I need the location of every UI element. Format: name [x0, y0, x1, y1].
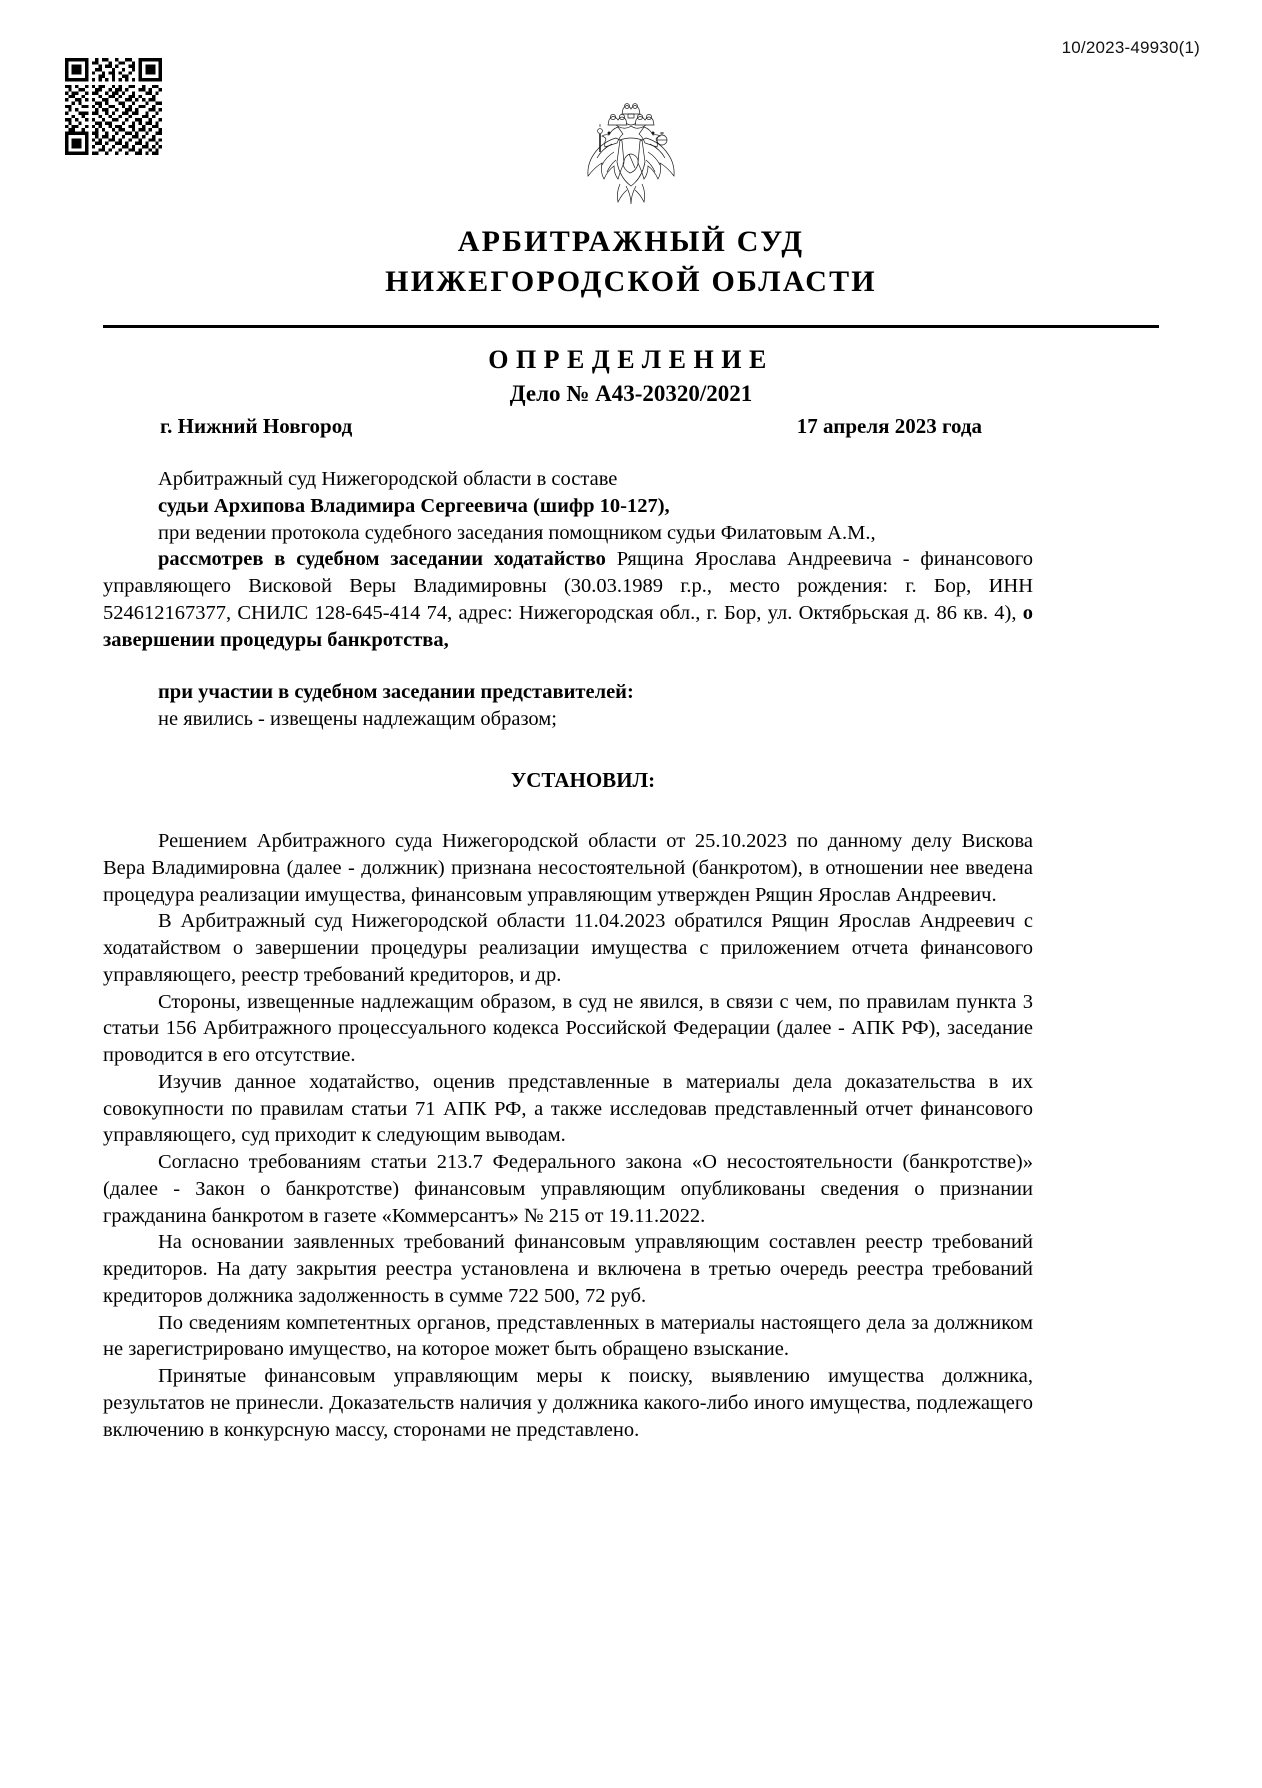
judge-line: судьи Архипова Владимира Сергеевича (шифр 10-127), — [158, 494, 670, 517]
header-divider — [103, 325, 1159, 328]
court-title — [0, 222, 1262, 302]
coat-of-arms-emblem — [0, 100, 1262, 213]
determination-header — [0, 345, 1262, 407]
secretary-line: при ведении протокола судебного заседания помощником судьи Филатовым А.М., — [158, 521, 876, 544]
document-code: 10/2023-49930(1) — [1061, 38, 1200, 57]
determination-title: ОПРЕДЕЛЕНИЕ — [488, 345, 774, 374]
document-body — [103, 466, 1033, 1443]
body-paragraph: Изучив данное ходатайство, оценив представленные в материалы дела доказательства в их совокупности по правилам статьи 71 АПК РФ, а также исследовав представленный отчет финансового управляющего, суд приходит к следующим выводам. — [103, 1070, 1033, 1147]
body-paragraph: На основании заявленных требований финансовым управляющим составлен реестр требований кредиторов. На дату закрытия реестра установлена и включена в третью очередь реестра требований кредиторов должника задолженность в сумме 722 500, 72 руб. — [103, 1231, 1033, 1307]
court-title-line-1: АРБИТРАЖНЫЙ СУД — [457, 225, 805, 258]
participants-text: не явились - извещены надлежащим образом; — [158, 708, 557, 730]
considered-bold-run: рассмотрев в судебном заседании ходатайство — [158, 548, 606, 571]
body-paragraph: Решением Арбитражного суда Нижегородской области от 25.10.2023 по данному делу Вискова Вера Владимировна (далее - должник) признана несостоятельной (банкротом), в отношении нее введена процедура реализации имущества, финансовым управляющим утвержден Рящин Ярослав Андреевич. — [103, 830, 1033, 906]
city-date-row — [160, 414, 982, 439]
case-number: Дело № А43-20320/2021 — [509, 381, 753, 406]
considered-paragraph — [103, 546, 1033, 653]
body-paragraph: Согласно требованиям статьи 213.7 Федерального закона «О несостоятельности (банкротстве)» (далее - Закон о банкротстве) финансовым управляющим опубликованы сведения о признании гражданина банкротом в газете «Коммерсантъ» № 215 от 19.11.2022. — [103, 1151, 1033, 1227]
body-paragraph: В Арбитражный суд Нижегородской области 11.04.2023 обратился Рящин Ярослав Андреевич с ходатайством о завершении процедуры реализации имущества с приложением отчета финансового управляющего, реестр требований кредиторов, и др. — [103, 910, 1033, 986]
participants-heading: при участии в судебном заседании представителей: — [158, 681, 634, 704]
body-paragraph: Стороны, извещенные надлежащим образом, в суд не явился, в связи с чем, по правилам пункта 3 статьи 156 Арбитражного процессуального кодекса Российской Федерации (далее - АПК РФ), заседание проводится в его отсутствие. — [103, 990, 1033, 1067]
date-label: 17 апреля 2023 года — [796, 414, 982, 438]
body-paragraph: Принятые финансовым управляющим меры к поиску, выявлению имущества должника, результатов не принесли. Доказательств наличия у должника какого-либо иного имущества, подлежащего включению в конкурсную массу, сторонами не представлено. — [103, 1365, 1033, 1441]
composition-line: Арбитражный суд Нижегородской области в составе — [158, 468, 618, 490]
considered-rest-run: Рящина Ярослава Андреевича - финансового управляющего Висковой Веры Владимировны (30.03.1989 г.р., место рождения: г. Бор, ИНН 524612167377, СНИЛС 128-645-414 74, адрес: Нижегородская обл., г. Бор, ул. Октябрьская д. 86 кв. 4), — [103, 548, 1033, 624]
body-paragraph: По сведениям компетентных органов, представленных в материалы настоящего дела за должником не зарегистрировано имущество, на которое может быть обращено взыскание. — [103, 1311, 1033, 1361]
court-title-line-2: НИЖЕГОРОДСКОЙ ОБЛАСТИ — [385, 264, 877, 298]
established-heading: УСТАНОВИЛ: — [510, 767, 656, 792]
city-label: г. Нижний Новгород — [160, 414, 353, 438]
subject-bold-run: о завершении процедуры банкротства, — [103, 601, 1033, 651]
